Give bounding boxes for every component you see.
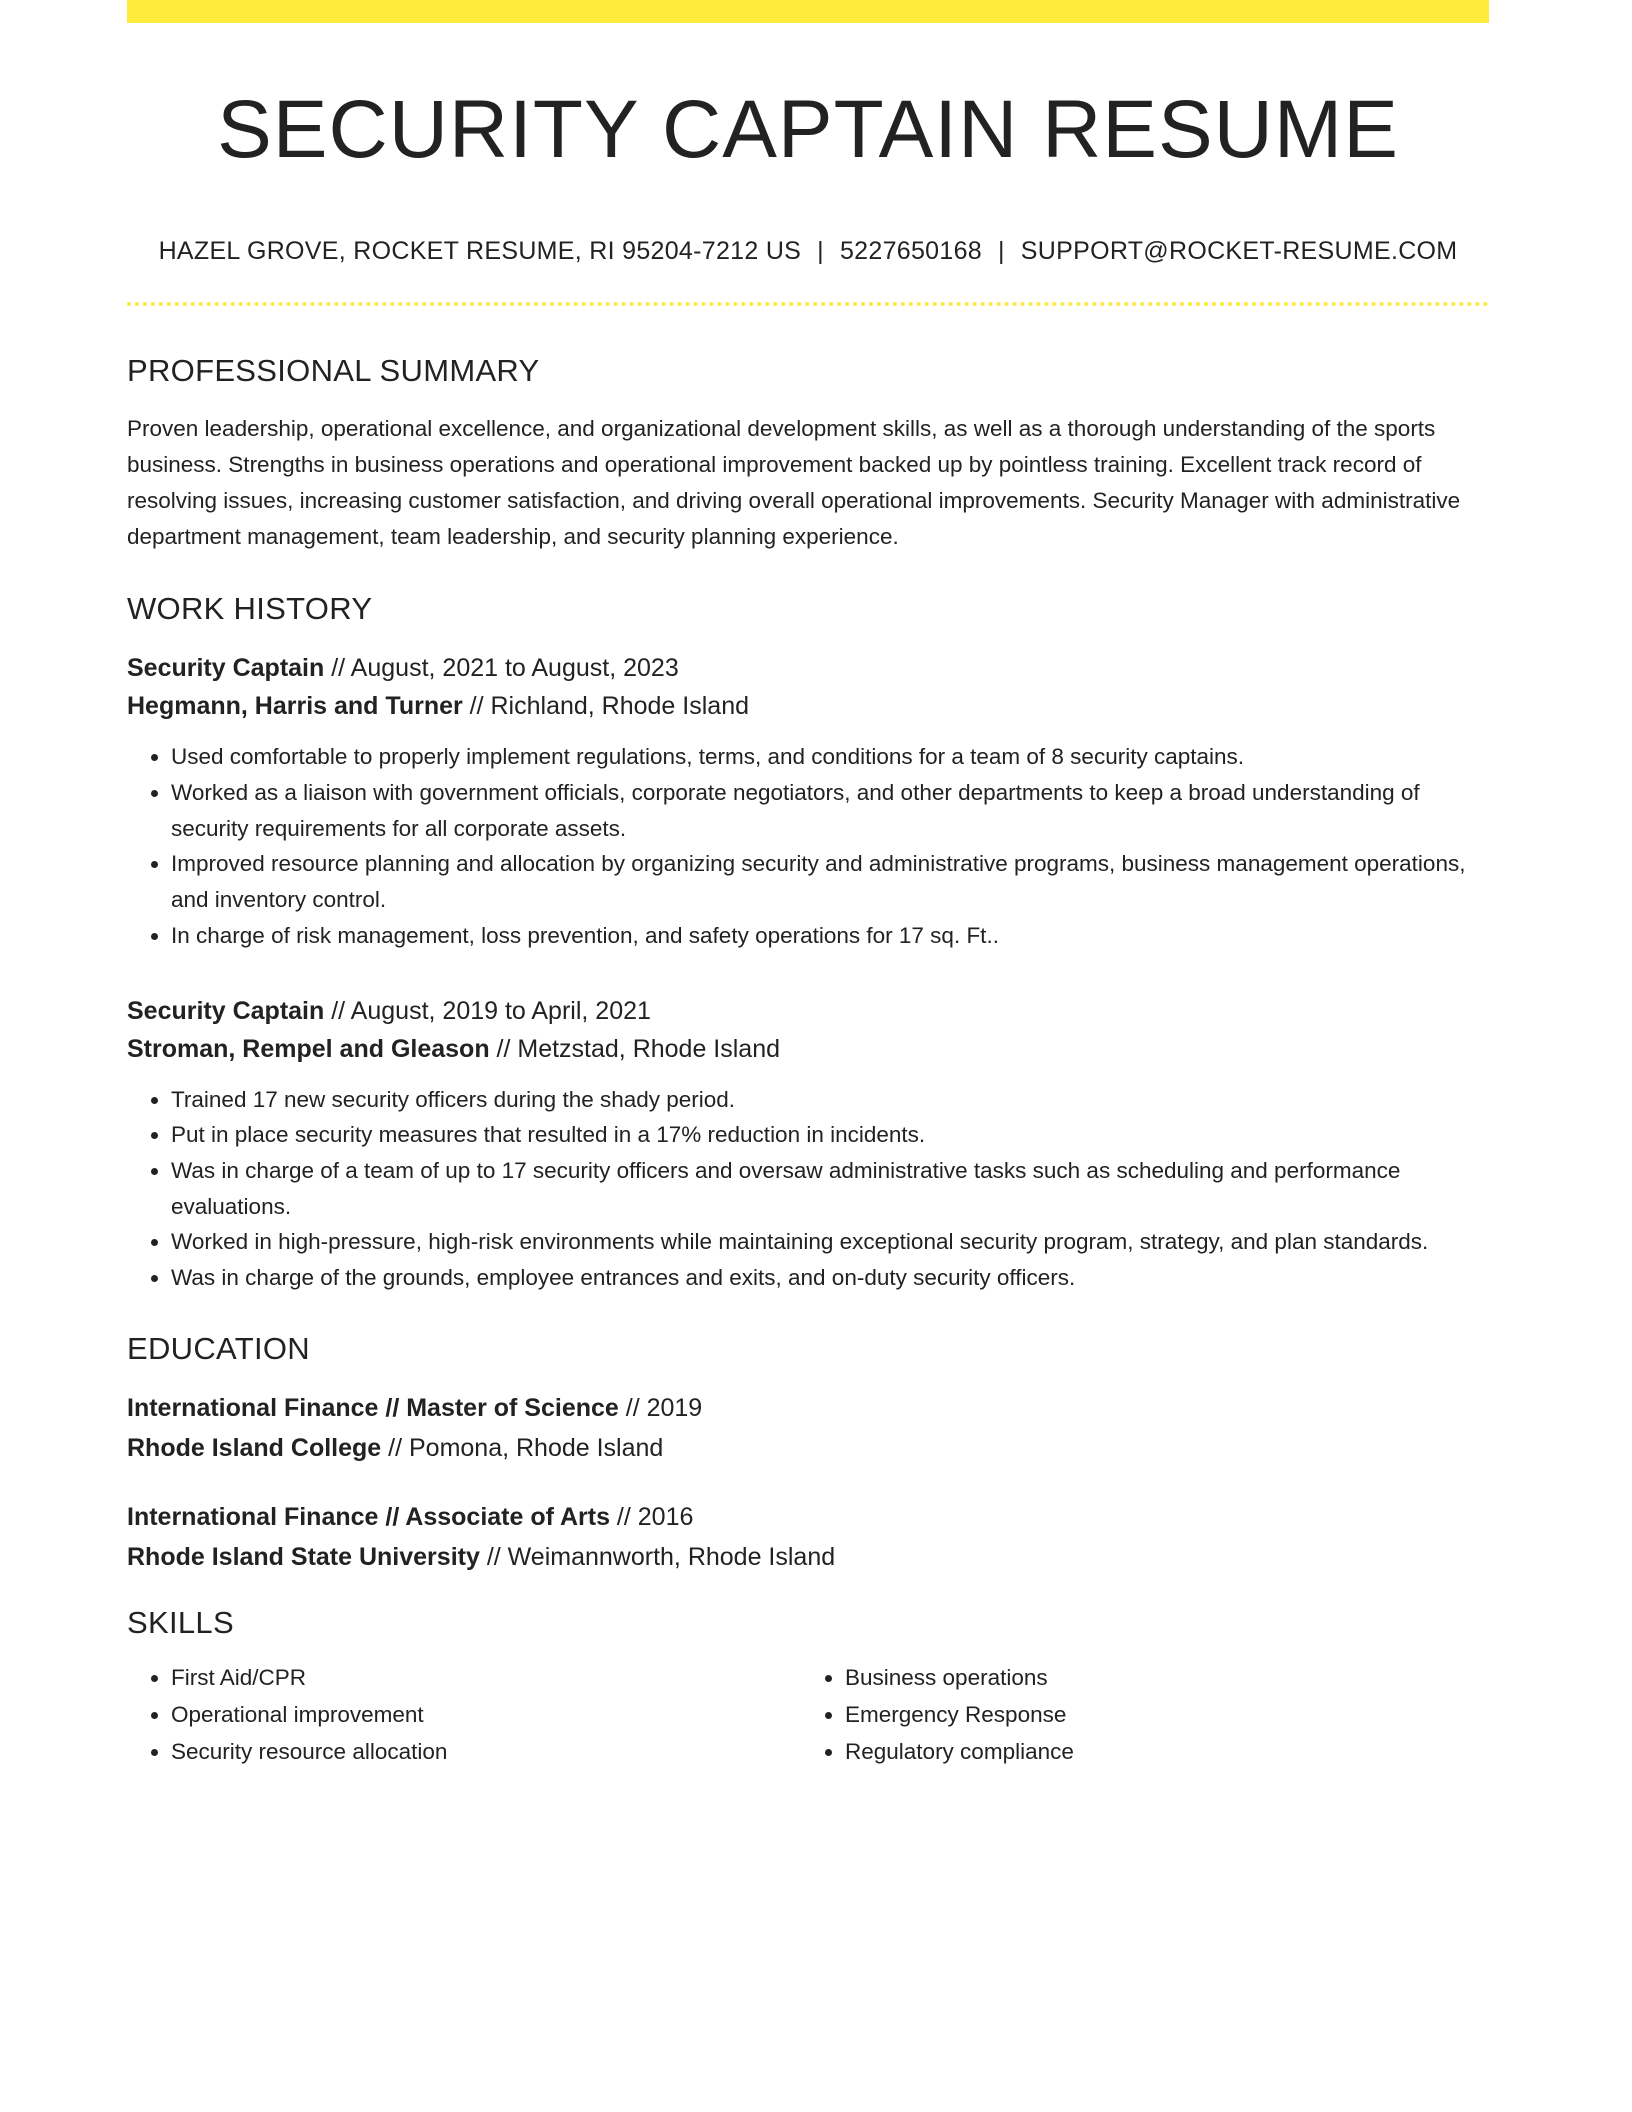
job-company: Hegmann, Harris and Turner [127,692,463,721]
education-entry [127,1497,1489,1577]
job-title-line [127,992,1489,1030]
education-degree: International Finance // Master of Science [127,1393,619,1422]
contact-separator: | [998,237,1005,266]
education-degree: International Finance // Associate of Arts [127,1502,610,1531]
education-year: // 2016 [609,1502,694,1531]
skills-columns [127,1659,1489,1770]
education-entry [127,1388,1489,1468]
top-accent-bar [127,0,1489,23]
contact-separator: | [817,237,824,266]
resume-title: SECURITY CAPTAIN RESUME [217,84,1399,175]
job-company-line [127,687,1489,725]
job-title-line [127,649,1489,687]
resume-page [127,0,1489,1770]
job-company: Stroman, Rempel and Gleason [127,1034,490,1063]
education-degree-line [127,1497,1489,1537]
job-title: Security Captain [127,996,325,1025]
education-location: // Pomona, Rhode Island [381,1433,664,1462]
education-school-line [127,1537,1489,1577]
job-entry [127,649,1489,953]
job-dates: // August, 2021 to August, 2023 [324,654,679,683]
work-history-heading: WORK HISTORY [127,591,373,627]
job-bullet-list [127,739,1489,953]
education-location: // Weimannworth, Rhode Island [479,1542,836,1571]
job-bullet: • Was in charge of a team of up to 17 security officers and oversaw administrative tasks such as scheduling and performance evaluations. [171,1153,1489,1224]
job-location: // Richland, Rhode Island [462,692,749,721]
education-year: // 2019 [618,1393,703,1422]
skill-item: • Operational improvement [171,1696,801,1733]
job-bullet: • In charge of risk management, loss prevention, and safety operations for 17 sq. Ft.. [171,918,1489,954]
skill-item: • Security resource allocation [171,1733,801,1770]
skill-item: • Regulatory compliance [845,1733,1425,1770]
skills-list-left [127,1659,801,1770]
contact-line [127,239,1489,264]
skill-item: • Business operations [845,1659,1425,1696]
contact-address: HAZEL GROVE, ROCKET RESUME, RI 95204-7212 US [158,237,802,266]
job-bullet: • Improved resource planning and allocation by organizing security and administrative programs, business management operations, and inventory control. [171,846,1489,917]
education-school: Rhode Island College [127,1433,382,1462]
dotted-divider [127,302,1489,306]
summary-text: Proven leadership, operational excellence, and organizational development skills, as well as a thorough understanding of the sports business. Strengths in business operations and operational improvement backed up by pointless training. Excellent track record of resolving issues, increasing customer satisfaction, and driving overall operational improvements. Security Manager with administrative department management, team leadership, and security planning experience. [127,416,1461,550]
job-bullet: • Worked in high-pressure, high-risk environments while maintaining exceptional security program, strategy, and plan standards. [171,1224,1489,1260]
job-entry [127,992,1489,1296]
contact-phone: 5227650168 [839,237,982,266]
job-title: Security Captain [127,654,325,683]
skill-item: • Emergency Response [845,1696,1425,1733]
job-bullet-list [127,1082,1489,1296]
job-company-line [127,1030,1489,1068]
job-dates: // August, 2019 to April, 2021 [324,996,651,1025]
skills-heading: SKILLS [127,1604,234,1640]
summary-heading: PROFESSIONAL SUMMARY [127,353,540,389]
skills-list-right [801,1659,1425,1770]
job-location: // Metzstad, Rhode Island [489,1034,781,1063]
education-school-line [127,1428,1489,1468]
contact-email: SUPPORT@ROCKET-RESUME.COM [1020,237,1458,266]
job-bullet: • Trained 17 new security officers during the shady period. [171,1082,1489,1118]
job-bullet: • Put in place security measures that resulted in a 17% reduction in incidents. [171,1117,1489,1153]
education-heading: EDUCATION [127,1330,310,1366]
education-degree-line [127,1388,1489,1428]
education-school: Rhode Island State University [127,1542,480,1571]
job-bullet: • Used comfortable to properly implement regulations, terms, and conditions for a team of 8 security captains. [171,739,1489,775]
job-bullet: • Was in charge of the grounds, employee entrances and exits, and on-duty security officers. [171,1260,1489,1296]
job-bullet: • Worked as a liaison with government officials, corporate negotiators, and other departments to keep a broad understanding of security requirements for all corporate assets. [171,775,1489,846]
skill-item: • First Aid/CPR [171,1659,801,1696]
